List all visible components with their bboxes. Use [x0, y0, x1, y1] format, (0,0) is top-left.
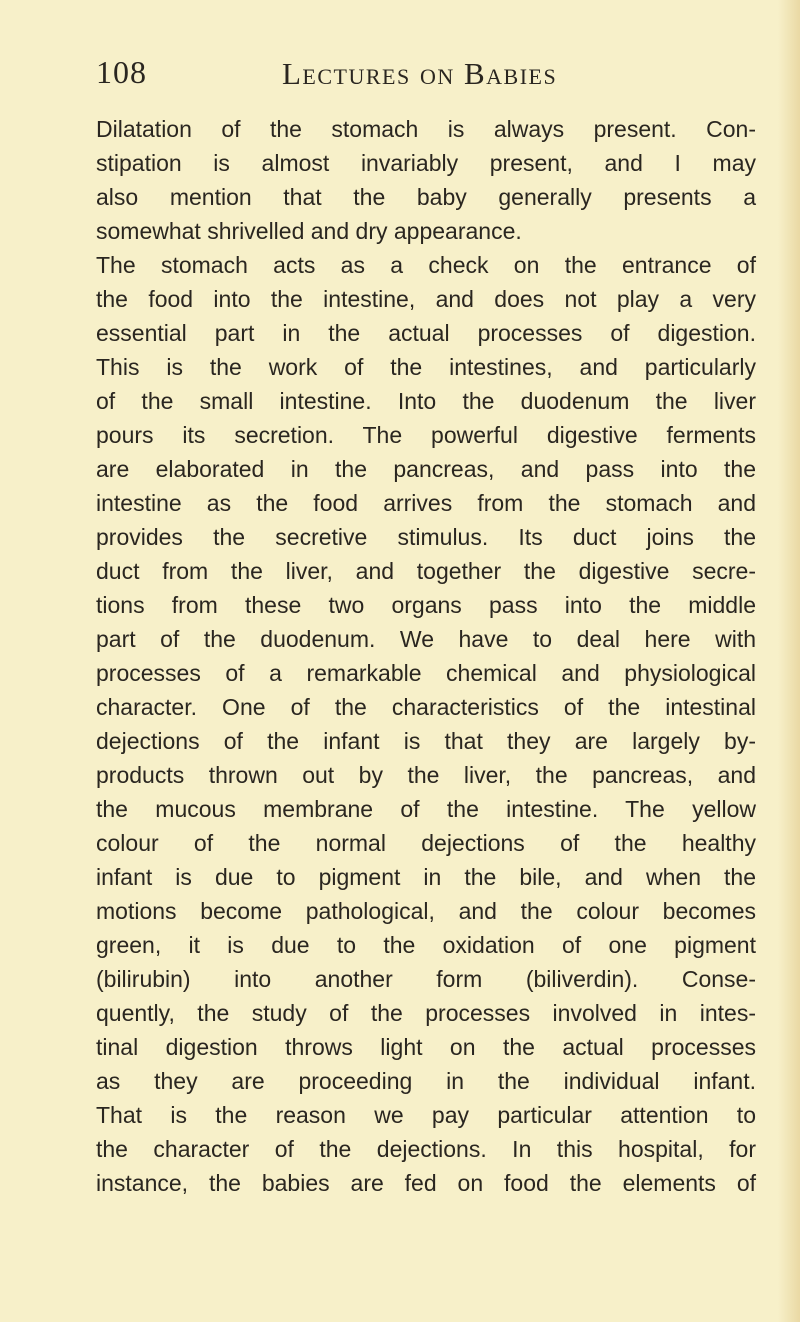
text-line: somewhat shrivelled and dry appearance. — [96, 218, 522, 244]
running-head — [96, 52, 746, 102]
running-title: Lectures on Babies — [282, 56, 558, 91]
text-line: as they are proceeding in the individual infant. — [96, 1068, 756, 1094]
text-line: instance, the babies are fed on food the elements of — [96, 1170, 756, 1196]
text-line: products thrown out by the liver, the pancreas, and — [96, 762, 756, 788]
text-line: also mention that the baby generally presents a — [96, 184, 756, 210]
page-number: 108 — [96, 54, 147, 90]
text-line: the food into the intestine, and does not play a very — [96, 286, 756, 312]
text-line: The stomach acts as a check on the entrance of — [96, 252, 756, 278]
body-text — [96, 112, 756, 1200]
text-line: tinal digestion throws light on the actual processes — [96, 1034, 756, 1060]
text-line: (bilirubin) into another form (biliverdin). Conse- — [96, 966, 756, 992]
text-line: quently, the study of the processes involved in intes- — [96, 1000, 756, 1026]
text-line: the character of the dejections. In this hospital, for — [96, 1136, 756, 1162]
text-line: pours its secretion. The powerful digestive ferments — [96, 422, 756, 448]
text-line: stipation is almost invariably present, and I may — [96, 150, 756, 176]
text-line: processes of a remarkable chemical and physiological — [96, 660, 756, 686]
text-line: That is the reason we pay particular attention to — [96, 1102, 756, 1128]
text-line: motions become pathological, and the colour becomes — [96, 898, 756, 924]
text-line: This is the work of the intestines, and particularly — [96, 354, 756, 380]
text-line: colour of the normal dejections of the healthy — [96, 830, 756, 856]
page-edge-shadow — [778, 0, 800, 1322]
text-line: essential part in the actual processes of digestion. — [96, 320, 756, 346]
text-line: Dilatation of the stomach is always present. Con- — [96, 116, 756, 142]
text-line: green, it is due to the oxidation of one pigment — [96, 932, 756, 958]
text-line: the mucous membrane of the intestine. The yellow — [96, 796, 756, 822]
text-line: character. One of the characteristics of the intestinal — [96, 694, 756, 720]
text-line: are elaborated in the pancreas, and pass into the — [96, 456, 756, 482]
text-line: infant is due to pigment in the bile, and when the — [96, 864, 756, 890]
text-line: part of the duodenum. We have to deal here with — [96, 626, 756, 652]
text-line: dejections of the infant is that they are largely by- — [96, 728, 756, 754]
text-line: intestine as the food arrives from the stomach and — [96, 490, 756, 516]
text-line: duct from the liver, and together the digestive secre- — [96, 558, 756, 584]
text-line: provides the secretive stimulus. Its duct joins the — [96, 524, 756, 550]
text-line: tions from these two organs pass into the middle — [96, 592, 756, 618]
text-line: of the small intestine. Into the duodenum the liver — [96, 388, 756, 414]
